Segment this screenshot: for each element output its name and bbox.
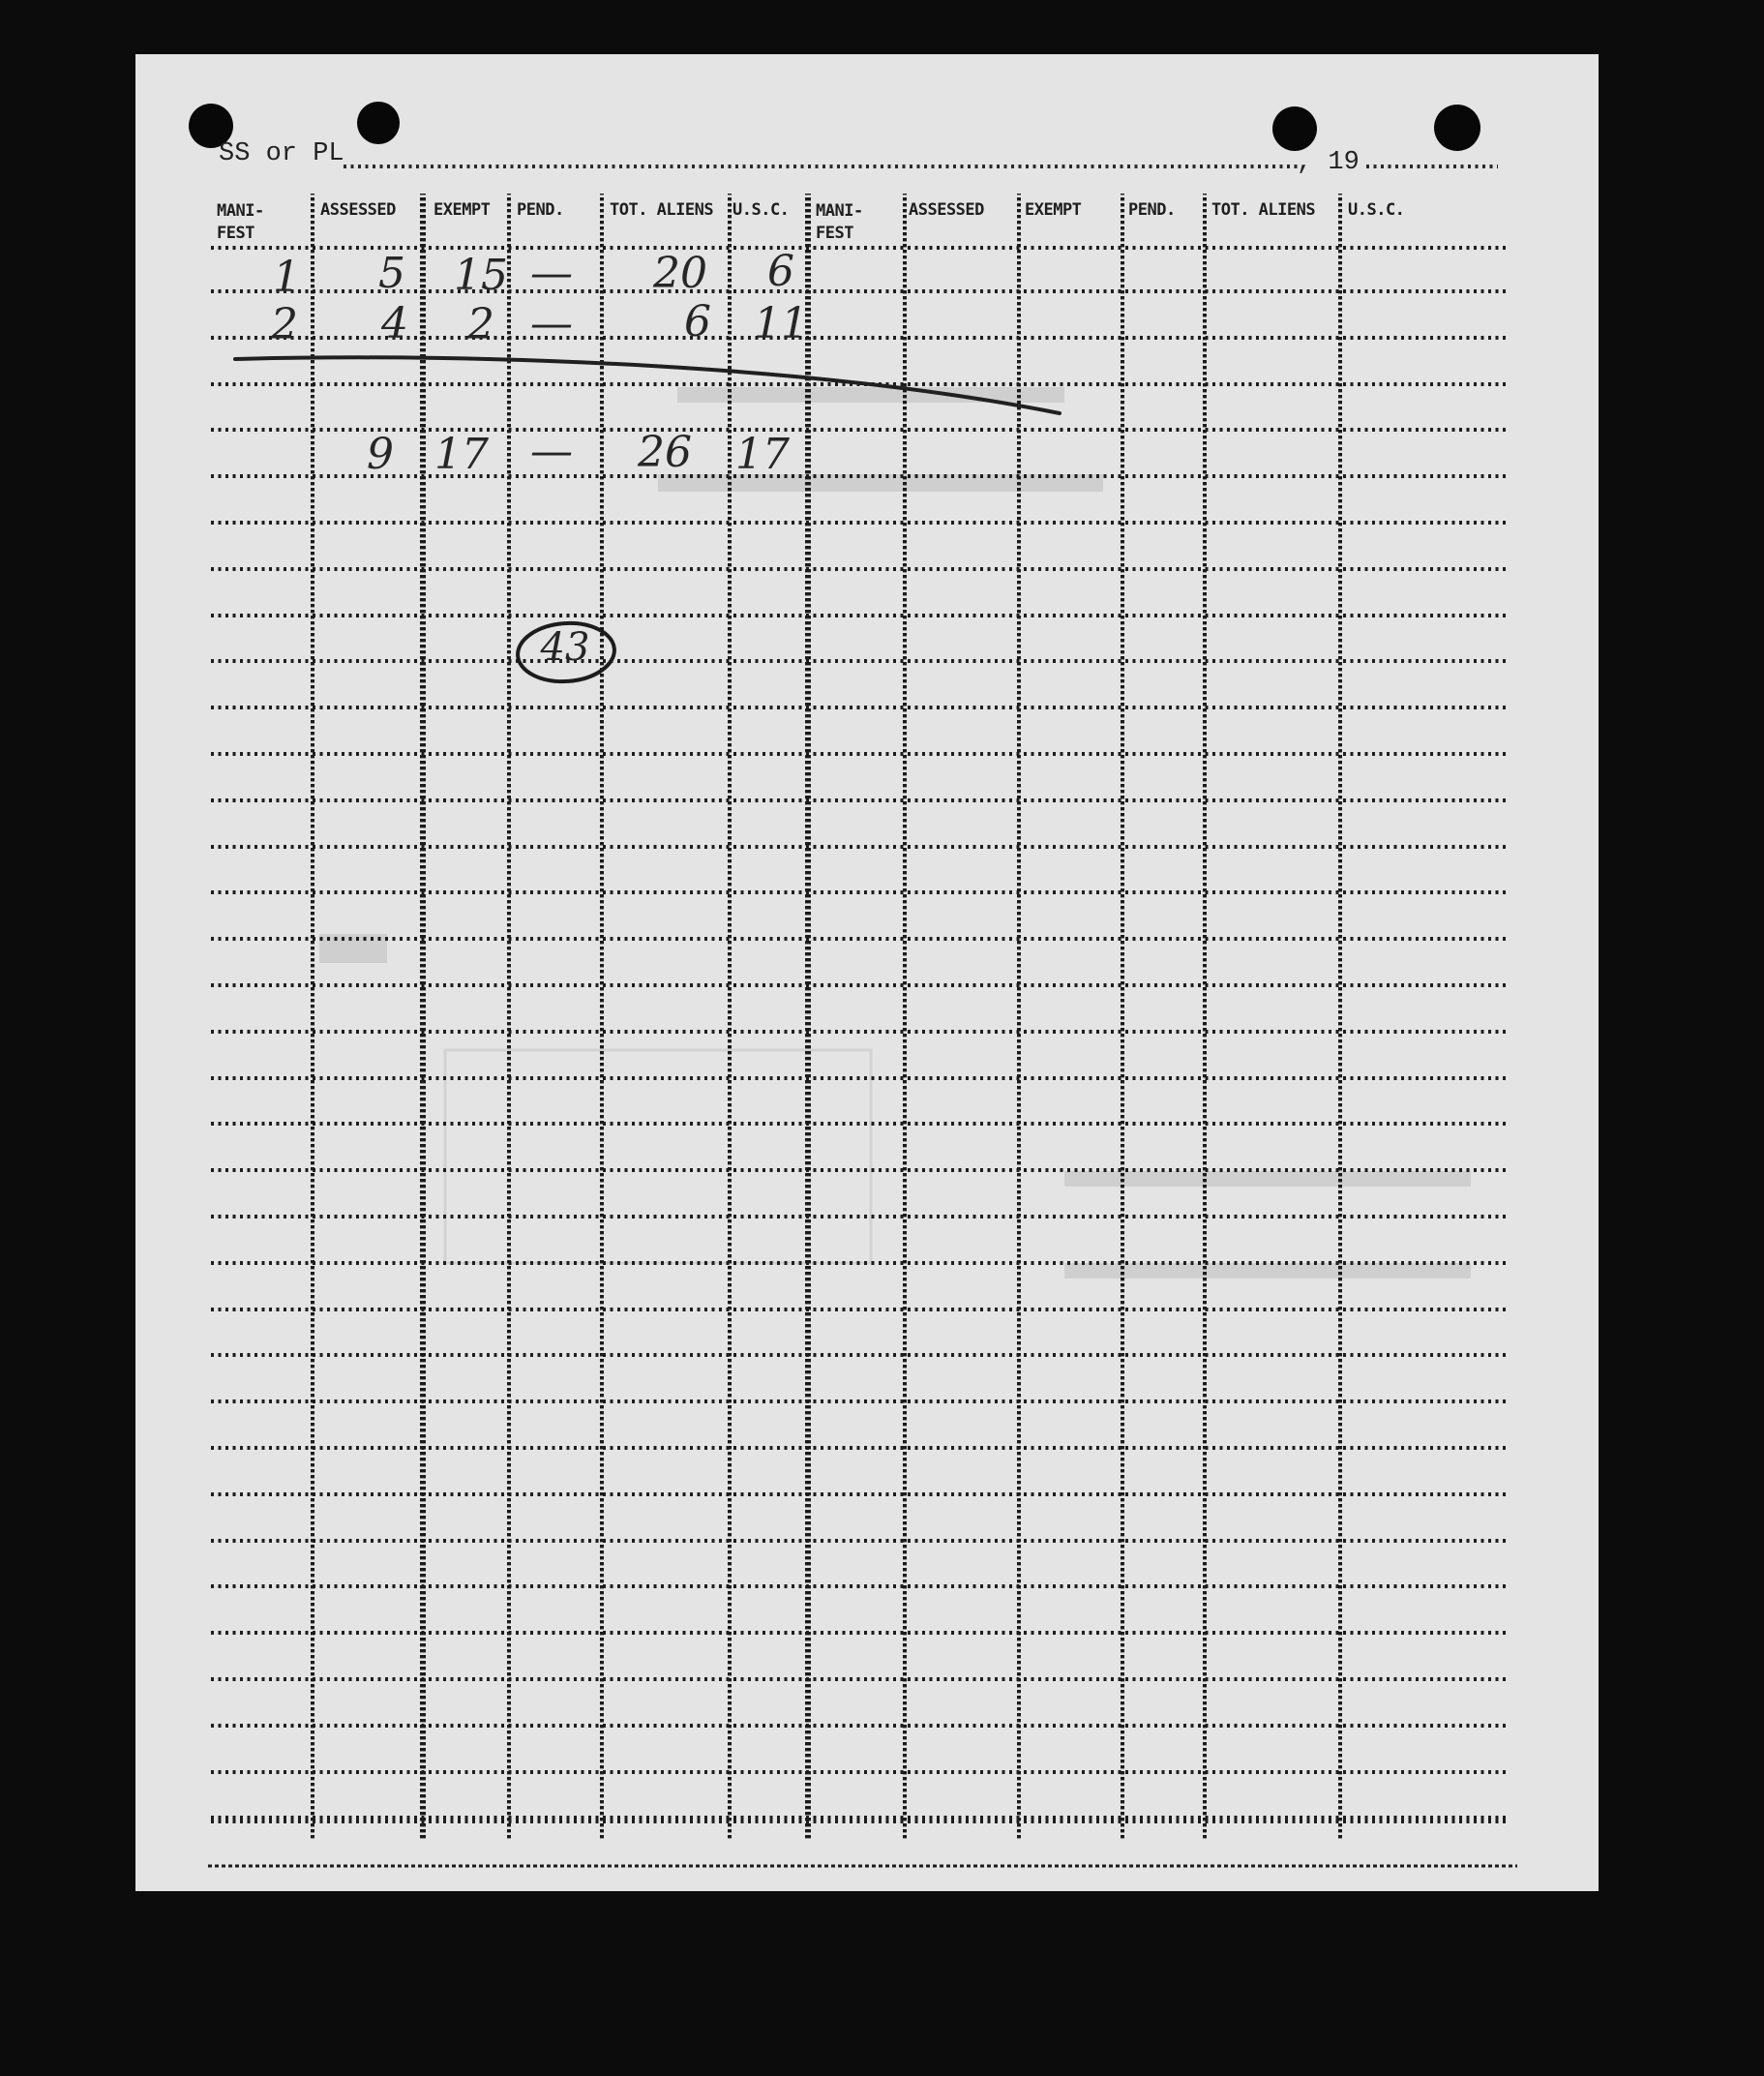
col-header-manifest-right: MANI- FEST <box>816 201 863 243</box>
total-tot-aliens: 26 <box>638 428 692 477</box>
col-header-manifest-left: MANI- FEST <box>217 201 264 243</box>
column-rule-line <box>311 194 314 1839</box>
entry-2-pend: — <box>530 299 573 348</box>
entry-1-assessed: 5 <box>378 249 405 298</box>
total-assessed: 9 <box>367 430 394 479</box>
col-header-pend-left: PEND. <box>517 200 564 220</box>
column-rule-line <box>420 194 426 1839</box>
punch-hole-3 <box>1272 106 1317 151</box>
grand-total: 43 <box>540 625 590 670</box>
entry-2-manifest: 2 <box>271 300 298 349</box>
col-header-usc-right: U.S.C. <box>1348 200 1405 220</box>
entry-1-usc: 6 <box>767 247 794 296</box>
column-rule-line <box>728 194 732 1839</box>
col-header-assessed-right: ASSESSED <box>909 200 984 220</box>
col-header-exempt-right: EXEMPT <box>1025 200 1082 220</box>
column-rule-line <box>1017 194 1021 1839</box>
col-header-usc-left: U.S.C. <box>733 200 790 220</box>
total-usc: 17 <box>735 430 790 479</box>
col-header-tot-aliens-right: TOT. ALIENS <box>1211 200 1316 220</box>
punch-hole-4 <box>1434 105 1480 151</box>
col-header-tot-aliens-left: TOT. ALIENS <box>610 200 714 220</box>
entry-2-tot-aliens: 6 <box>684 297 711 346</box>
total-pend: — <box>530 427 573 476</box>
entry-1-pend: — <box>530 249 573 298</box>
column-rule-line <box>1338 194 1342 1839</box>
col-header-exempt-left: EXEMPT <box>434 200 491 220</box>
year-label: , 19 <box>1297 148 1360 177</box>
column-rule-line <box>805 194 811 1839</box>
punch-hole-2 <box>357 102 400 144</box>
col-header-pend-right: PEND. <box>1128 200 1176 220</box>
column-rule-line <box>507 194 511 1839</box>
paper-sheet <box>135 54 1599 1891</box>
total-exempt: 17 <box>434 430 489 479</box>
entry-1-manifest: 1 <box>273 253 300 302</box>
entry-1-exempt: 15 <box>454 251 508 300</box>
column-rule-line <box>1121 194 1124 1839</box>
entry-1-tot-aliens: 20 <box>653 249 707 298</box>
entry-2-exempt: 2 <box>467 300 494 349</box>
column-rule-line <box>1203 194 1207 1839</box>
col-header-assessed-left: ASSESSED <box>320 200 396 220</box>
column-rule-line <box>903 194 907 1839</box>
entry-2-usc: 11 <box>754 299 808 348</box>
ship-or-pl-label: SS or PL <box>219 139 344 168</box>
entry-2-assessed: 4 <box>381 299 408 348</box>
column-rule-line <box>600 194 604 1839</box>
